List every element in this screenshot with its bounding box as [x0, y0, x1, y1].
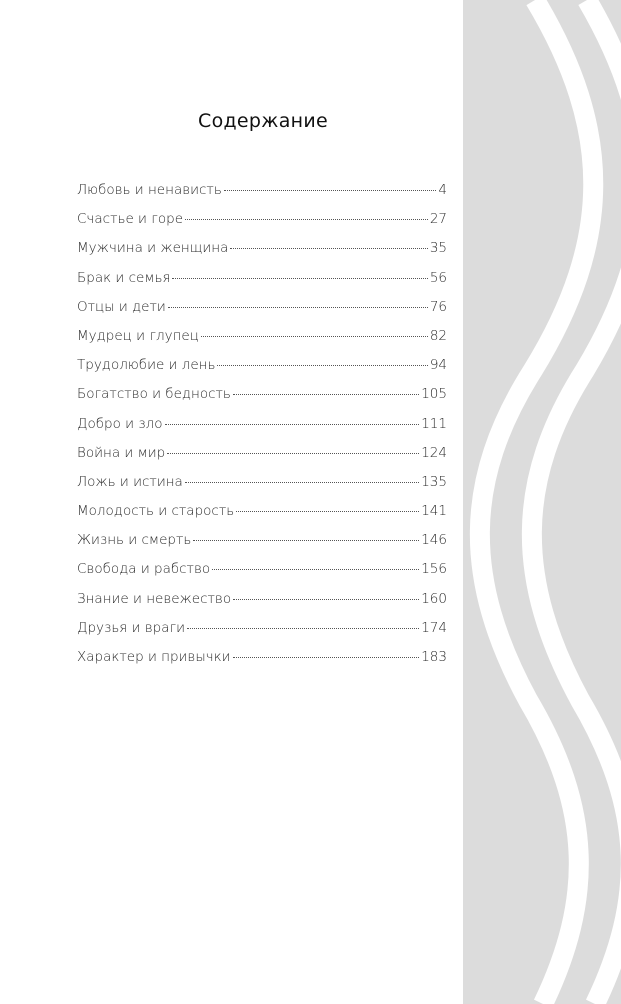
toc-entry[interactable] — [77, 240, 447, 269]
toc-dot-leader — [236, 511, 419, 512]
toc-entry[interactable] — [77, 532, 447, 561]
toc-dot-leader — [168, 307, 428, 308]
toc-dot-leader — [165, 424, 420, 425]
toc-entry-label: Молодость и старость — [77, 503, 235, 520]
decorative-wave-band — [463, 0, 621, 1004]
toc-entry[interactable] — [77, 591, 447, 620]
toc-dot-leader — [193, 540, 419, 541]
toc-dot-leader — [224, 190, 437, 191]
toc-dot-leader — [233, 599, 419, 600]
toc-entry-page-number: 94 — [429, 357, 447, 374]
toc-entry-label: Отцы и дети — [77, 298, 166, 315]
toc-entry[interactable] — [77, 386, 447, 415]
toc-entry-page-number: 76 — [429, 298, 447, 315]
toc-dot-leader — [187, 628, 419, 629]
toc-entry-page-number: 174 — [421, 619, 447, 636]
toc-dot-leader — [233, 394, 419, 395]
toc-entry-page-number: 146 — [421, 532, 447, 549]
toc-entry[interactable] — [77, 299, 447, 328]
toc-entry-label: Жизнь и смерть — [77, 532, 192, 549]
toc-entry[interactable] — [77, 474, 447, 503]
toc-entry-label: Богатство и бедность — [77, 386, 231, 403]
toc-entry-page-number: 141 — [421, 503, 447, 520]
toc-dot-leader — [201, 336, 428, 337]
toc-entry-page-number: 4 — [438, 182, 447, 198]
wave-pattern-graphic — [463, 0, 621, 1004]
toc-entry-page-number: 156 — [421, 561, 447, 578]
toc-dot-leader — [212, 569, 419, 570]
toc-entry[interactable] — [77, 328, 447, 357]
toc-entry-label: Мужчина и женщина — [77, 240, 229, 257]
toc-entry-label: Характер и привычки — [77, 649, 231, 665]
toc-entry-label: Трудолюбие и лень — [77, 357, 216, 374]
toc-entry-page-number: 111 — [421, 415, 447, 432]
toc-entry-page-number: 35 — [429, 240, 447, 257]
toc-entry[interactable] — [77, 561, 447, 590]
toc-entry-label: Брак и семья — [77, 269, 171, 286]
toc-entry-label: Добро и зло — [77, 415, 163, 432]
toc-entry-label: Друзья и враги — [77, 619, 186, 636]
page-title: Содержание — [198, 110, 328, 132]
toc-entry-page-number: 183 — [421, 649, 447, 665]
toc-entry[interactable] — [77, 620, 447, 649]
toc-entry[interactable] — [77, 416, 447, 445]
toc-entry[interactable] — [77, 211, 447, 240]
toc-entry-page-number: 160 — [421, 590, 447, 607]
toc-entry[interactable] — [77, 357, 447, 386]
toc-entry-page-number: 82 — [429, 327, 447, 344]
toc-entry-label: Свобода и рабство — [77, 561, 211, 578]
toc-entry-label: Мудрец и глупец — [77, 327, 199, 344]
toc-entry-label: Ложь и истина — [77, 473, 183, 490]
toc-entry[interactable] — [77, 182, 447, 211]
toc-entry-page-number: 56 — [429, 269, 447, 286]
toc-dot-leader — [185, 219, 428, 220]
table-of-contents — [77, 182, 447, 678]
toc-dot-leader — [233, 657, 420, 658]
toc-entry-label: Знание и невежество — [77, 590, 232, 607]
toc-entry-label: Любовь и ненависть — [77, 182, 222, 198]
toc-dot-leader — [217, 365, 427, 366]
toc-entry-page-number: 27 — [429, 211, 447, 228]
toc-entry[interactable] — [77, 270, 447, 299]
toc-entry[interactable] — [77, 649, 447, 678]
toc-dot-leader — [172, 278, 427, 279]
toc-dot-leader — [185, 482, 419, 483]
toc-dot-leader — [167, 453, 419, 454]
toc-entry-label: Счастье и горе — [77, 211, 184, 228]
toc-entry-page-number: 124 — [421, 444, 447, 461]
toc-entry[interactable] — [77, 445, 447, 474]
toc-entry-page-number: 135 — [421, 473, 447, 490]
toc-dot-leader — [230, 248, 427, 249]
toc-entry-label: Война и мир — [77, 444, 166, 461]
toc-entry-page-number: 105 — [421, 386, 447, 403]
toc-entry[interactable] — [77, 503, 447, 532]
